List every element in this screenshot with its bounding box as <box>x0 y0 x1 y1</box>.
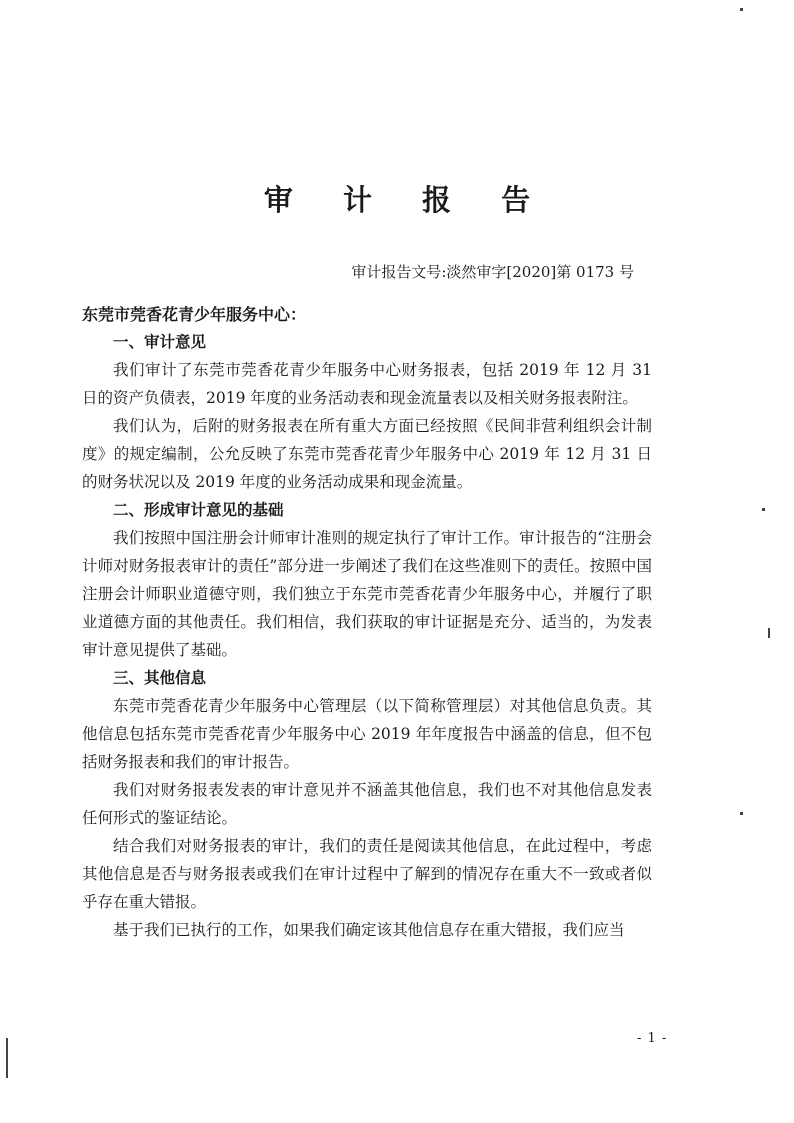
paragraph: 我们对财务报表发表的审计意见并不涵盖其他信息，我们也不对其他信息发表任何形式的鉴证结论。 <box>82 781 652 827</box>
paragraph: 我们按照中国注册会计师审计准则的规定执行了审计工作。审计报告的“注册会计师对财务报表审计的责任”部分进一步阐述了我们在这些准则下的责任。按照中国注册会计师职业道德守则，我们独立于东莞市莞香花青少年服务中心，并履行了职业道德方面的其他责任。我们相信，我们获取的审计证据是充分、适当的，为发表审计意见提供了基础。 <box>82 529 652 659</box>
report-body <box>82 328 652 944</box>
section-heading-audit-opinion: 一、审计意见 <box>113 332 207 351</box>
report-addressee: 东莞市莞香花青少年服务中心： <box>82 305 307 324</box>
page-number: - 1 - <box>637 1031 668 1046</box>
scan-artifact <box>740 8 743 11</box>
scan-artifact <box>740 812 743 815</box>
scan-artifact <box>6 1038 8 1078</box>
paragraph: 基于我们已执行的工作，如果我们确定该其他信息存在重大错报，我们应当 <box>113 921 625 939</box>
report-title: 审 计 报 告 <box>263 183 551 217</box>
paragraph: 我们认为，后附的财务报表在所有重大方面已经按照《民间非营利组织会计制度》的规定编制，公允反映了东莞市莞香花青少年服务中心 2019 年 12 月 31 日的财务状况以及 2019 年度的业务活动成果和现金流量。 <box>82 417 652 491</box>
scan-artifact <box>762 508 765 511</box>
section-heading-basis-for-opinion: 二、形成审计意见的基础 <box>113 500 284 519</box>
report-document-number: 审计报告文号:淡然审字[2020]第 0173 号 <box>351 263 634 281</box>
paragraph: 结合我们对财务报表的审计，我们的责任是阅读其他信息，在此过程中，考虑其他信息是否与财务报表或我们在审计过程中了解到的情况存在重大不一致或者似乎存在重大错报。 <box>82 837 652 911</box>
paragraph: 我们审计了东莞市莞香花青少年服务中心财务报表，包括 2019 年 12 月 31 日的资产负债表，2019 年度的业务活动表和现金流量表以及相关财务报表附注。 <box>82 361 652 407</box>
section-heading-other-information: 三、其他信息 <box>113 668 207 687</box>
scan-artifact <box>768 628 770 638</box>
paragraph: 东莞市莞香花青少年服务中心管理层（以下简称管理层）对其他信息负责。其他信息包括东莞市莞香花青少年服务中心 2019 年年度报告中涵盖的信息，但不包括财务报表和我们的审计报告。 <box>82 697 652 771</box>
